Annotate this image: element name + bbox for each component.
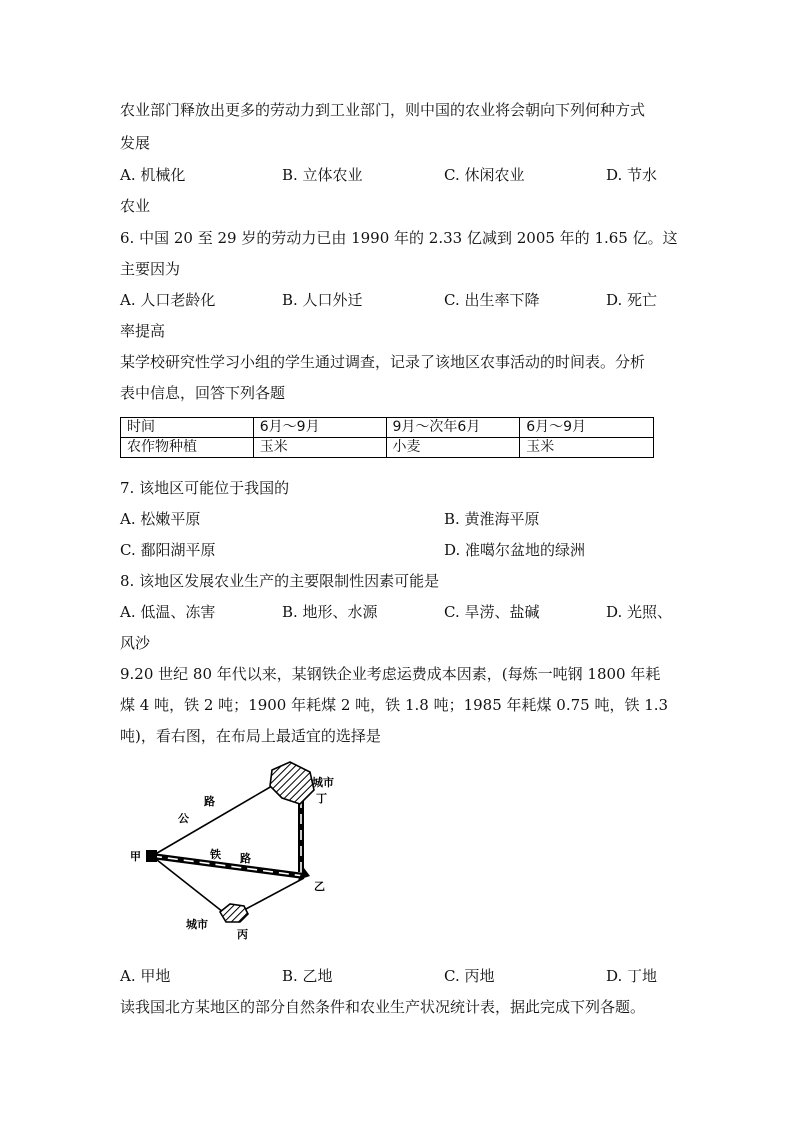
label-bing: 丙 bbox=[237, 928, 248, 941]
q8-option-d[interactable]: D. 光照、 bbox=[606, 603, 673, 621]
q7-option-c[interactable]: C. 鄱阳湖平原 bbox=[120, 541, 216, 559]
q9-option-c[interactable]: C. 丙地 bbox=[444, 967, 495, 985]
label-yi: 乙 bbox=[314, 880, 325, 893]
q7-option-d[interactable]: D. 准噶尔盆地的绿洲 bbox=[444, 541, 586, 559]
q8-option-c[interactable]: C. 旱涝、盐碱 bbox=[444, 603, 540, 621]
label-road-gong: 公 bbox=[178, 812, 189, 825]
q9-option-b[interactable]: B. 乙地 bbox=[282, 967, 333, 985]
passage-line1: 某学校研究性学习小组的学生通过调查，记录了该地区农事活动的时间表。分析 bbox=[120, 353, 646, 371]
q9-stem-line2: 煤 4 吨，铁 2 吨；1900 年耗煤 2 吨，铁 1.8 吨；1985 年耗煤 0.75 吨，铁 1.3 bbox=[120, 696, 669, 714]
q5-option-a[interactable]: A. 机械化 bbox=[120, 166, 186, 184]
label-city-ding: 城市 bbox=[312, 776, 334, 789]
q6-option-d-wrap: 率提高 bbox=[120, 322, 166, 340]
q9-option-a[interactable]: A. 甲地 bbox=[120, 967, 171, 985]
table-cell: 6月～9月 bbox=[520, 418, 654, 438]
label-city-bing: 城市 bbox=[186, 918, 208, 931]
closing-instruction: 读我国北方某地区的部分自然条件和农业生产状况统计表，据此完成下列各题。 bbox=[120, 998, 646, 1016]
label-jia: 甲 bbox=[130, 850, 141, 863]
q9-option-d[interactable]: D. 丁地 bbox=[606, 967, 658, 985]
q6-option-d[interactable]: D. 死亡 bbox=[606, 291, 658, 309]
q9-stem-line1: 9.20 世纪 80 年代以来，某钢铁企业考虑运费成本因素，(每炼一吨钢 1800 年耗 bbox=[120, 665, 661, 683]
label-road-lu: 路 bbox=[204, 795, 215, 808]
city-ding-marker bbox=[270, 762, 314, 804]
table-cell: 6月～9月 bbox=[253, 418, 386, 438]
table-cell: 9月～次年6月 bbox=[386, 418, 520, 438]
q5-option-d-wrap: 农业 bbox=[120, 197, 151, 215]
q5-option-c[interactable]: C. 休闲农业 bbox=[444, 166, 525, 184]
table-cell: 小麦 bbox=[386, 438, 520, 458]
road-bing-yi bbox=[244, 878, 304, 910]
q5-text-line1: 农业部门释放出更多的劳动力到工业部门，则中国的农业将会朝向下列何种方式 bbox=[120, 101, 646, 119]
q6-option-b[interactable]: B. 人口外迁 bbox=[282, 291, 363, 309]
q6-option-c[interactable]: C. 出生率下降 bbox=[444, 291, 540, 309]
q7-option-b[interactable]: B. 黄淮海平原 bbox=[444, 510, 540, 528]
table-cell: 时间 bbox=[121, 418, 254, 438]
q5-option-b[interactable]: B. 立体农业 bbox=[282, 166, 363, 184]
label-ding: 丁 bbox=[316, 792, 327, 805]
q5-text-line2: 发展 bbox=[120, 134, 151, 152]
label-rail-tie: 铁 bbox=[210, 848, 221, 861]
table-cell: 玉米 bbox=[253, 438, 386, 458]
q8-option-d-wrap: 风沙 bbox=[120, 634, 151, 652]
q6-stem-line2: 主要因为 bbox=[120, 260, 181, 278]
q7-stem: 7. 该地区可能位于我国的 bbox=[120, 479, 290, 497]
q7-option-a[interactable]: A. 松嫩平原 bbox=[120, 510, 201, 528]
q6-option-a[interactable]: A. 人口老龄化 bbox=[120, 291, 216, 309]
jia-marker bbox=[146, 850, 157, 862]
q5-option-d[interactable]: D. 节水 bbox=[606, 166, 658, 184]
city-bing-marker bbox=[220, 904, 248, 922]
q8-option-a[interactable]: A. 低温、冻害 bbox=[120, 603, 216, 621]
label-rail-lu: 路 bbox=[240, 852, 251, 865]
q8-option-b[interactable]: B. 地形、水源 bbox=[282, 603, 378, 621]
q9-stem-line3: 吨)，看右图，在布局上最适宜的选择是 bbox=[120, 727, 381, 745]
table-cell: 玉米 bbox=[520, 438, 654, 458]
q6-stem-line1: 6. 中国 20 至 29 岁的劳动力已由 1990 年的 2.33 亿减到 2005 年的 1.65 亿。这 bbox=[120, 229, 678, 247]
table-cell: 农作物种植 bbox=[121, 438, 254, 458]
q8-stem: 8. 该地区发展农业生产的主要限制性因素可能是 bbox=[120, 572, 440, 590]
passage-line2: 表中信息，回答下列各题 bbox=[120, 384, 286, 402]
